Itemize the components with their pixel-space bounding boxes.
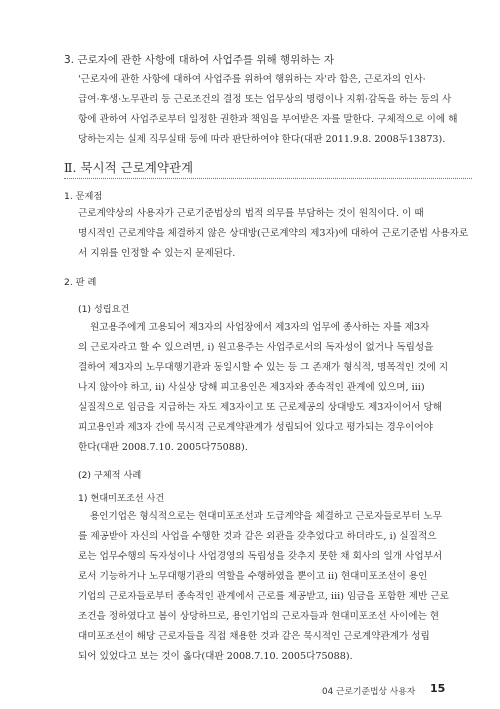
case-1-line-2: 를 제공받아 자신의 사업을 수행한 것과 같은 외관을 갖추었다고 하더라도, ⅰ) 실질적으: [78, 531, 437, 542]
requirements-line-2: 의 근로자라고 할 수 있으려면, ⅰ) 원고용주는 사업주로서의 독자성이 없거나 독립성을: [78, 342, 434, 353]
problem-line-3: 서 지위를 인정할 수 있는지 문제된다.: [78, 248, 236, 259]
item-3-heading: 3. 근로자에 관한 사항에 대하여 사업주를 위해 행위하는 자: [64, 54, 335, 66]
requirements-line-5: 실질적으로 임금을 지급하는 자도 제3자이고 또 근로제공의 상대방도 제3자이어서 당해: [78, 402, 443, 413]
item-3-line-3: 항에 관하여 사업주로부터 일정한 권한과 책임을 부여받은 자를 말한다. 구체적으로 이에 해: [78, 114, 458, 125]
case-1-heading: 1) 현대미포조선 사건: [78, 493, 165, 504]
case-1-line-5: 기업의 근로자들로부터 종속적인 관계에서 근로를 제공받고, ⅲ) 임금을 포함한 제반 근로: [78, 591, 449, 602]
requirements-line-4: 나지 않아야 하고, ⅱ) 사실상 당해 피고용인은 제3자와 종속적인 관계에 있으며, ⅲ): [78, 382, 425, 393]
requirements-line-7: 한다(대판 2008.7.10. 2005다75088).: [78, 442, 248, 453]
page-number: 15: [430, 682, 446, 695]
section-divider: [64, 178, 472, 179]
problem-line-2: 명시적인 근로계약을 체결하지 않은 상대방(근로계약의 제3자)에 대하여 근로기준법 사용자로: [78, 228, 469, 239]
requirements-line-3: 결하여 제3자의 노무대행기관과 동일시할 수 있는 등 그 존재가 형식적, 명목적인 것에 지: [78, 362, 449, 373]
case-1-line-1: 용인기업은 형식적으로는 현대미포조선과 도급계약을 체결하고 근로자들로부터 노무: [90, 511, 442, 522]
precedent-heading: 2. 판 례: [64, 277, 97, 288]
requirements-heading: (1) 성립요건: [78, 304, 130, 315]
footer-chapter: 04 근로기준법상 사용자: [322, 687, 416, 697]
item-3-line-4: 당하는지는 실제 직무실태 등에 따라 판단하여야 한다(대판 2011.9.8. 2008두13873).: [78, 134, 446, 145]
case-1-line-7: 대미포조선이 해당 근로자들을 직접 채용한 것과 같은 묵시적인 근로계약관계가 성립: [78, 631, 430, 642]
examples-heading: (2) 구체적 사례: [78, 470, 142, 481]
requirements-line-6: 피고용인과 제3자 간에 묵시적 근로계약관계가 성립되어 있다고 평가되는 경우이어야: [78, 422, 433, 433]
requirements-line-1: 원고용주에게 고용되어 제3자의 사업장에서 제3자의 업무에 종사하는 자를 제3자: [90, 322, 430, 333]
item-3-line-2: 급여·후생·노무관리 등 근로조건의 결정 또는 업무상의 명령이나 지휘·감독을 하는 등의 사: [78, 94, 452, 105]
case-1-line-6: 조건을 정하였다고 봄이 상당하므로, 용인기업의 근로자들과 현대미포조선 사이에는 현: [78, 611, 440, 622]
case-1-line-8: 되어 있었다고 보는 것이 옳다(대판 2008.7.10. 2005다75088).: [78, 651, 353, 662]
section-2-title: Ⅱ. 묵시적 근로계약관계: [64, 160, 194, 175]
case-1-line-4: 로서 기능하거나 노무대행기관의 역할을 수행하였을 뿐이고 ⅱ) 현대미포조선이 용인: [78, 571, 428, 582]
problem-line-1: 근로계약상의 사용자가 근로기준법상의 법적 의무를 부담하는 것이 원칙이다. 이 때: [78, 208, 424, 219]
problem-heading: 1. 문제점: [64, 191, 103, 202]
item-3-line-1: '근로자에 관한 사항에 대하여 사업주를 위하여 행위하는 자'라 함은, 근로자의 인사·: [78, 74, 426, 85]
case-1-line-3: 로는 업무수행의 독자성이나 사업경영의 독립성을 갖추지 못한 채 회사의 일개 사업부서: [78, 551, 443, 562]
